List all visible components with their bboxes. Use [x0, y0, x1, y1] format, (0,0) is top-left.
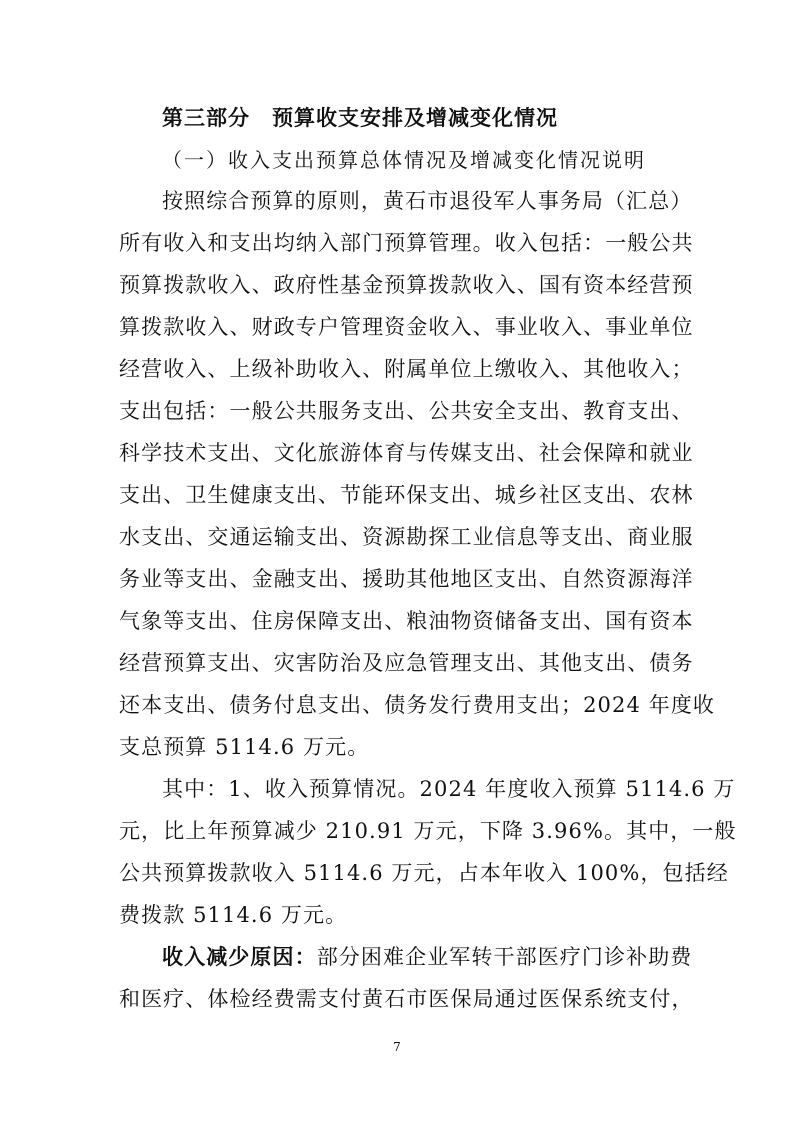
paragraph-line: 水支出、交通运输支出、资源勘探工业信息等支出、商业服	[119, 525, 694, 549]
paragraph-line: 元，比上年预算减少 210.91 万元，下降 3.96%。其中，一般	[119, 819, 737, 843]
paragraph-line: 还本支出、债务付息支出、债务发行费用支出；2024 年度收	[119, 693, 716, 717]
section-heading: 第三部分 预算收支安排及增减变化情况	[162, 106, 558, 130]
paragraph-line: 所有收入和支出均纳入部门预算管理。收入包括：一般公共	[119, 231, 694, 255]
page-number: 7	[393, 1040, 401, 1054]
paragraph-line: 公共预算拨款收入 5114.6 万元，占本年收入 100%，包括经	[119, 861, 729, 885]
sub-heading: （一）收入支出预算总体情况及增减变化情况说明	[162, 148, 646, 172]
paragraph-line: 经营收入、上级补助收入、附属单位上缴收入、其他收入；	[119, 357, 694, 381]
paragraph-line: 其中：1、收入预算情况。2024 年度收入预算 5114.6 万	[162, 777, 736, 801]
paragraph-line: 科学技术支出、文化旅游体育与传媒支出、社会保障和就业	[119, 441, 694, 465]
paragraph-line: 费拨款 5114.6 万元。	[119, 903, 348, 927]
bold-lead: 收入减少原因：	[162, 945, 317, 969]
paragraph-line: 气象等支出、住房保障支出、粮油物资储备支出、国有资本	[119, 609, 694, 633]
paragraph-line: 支出包括：一般公共服务支出、公共安全支出、教育支出、	[119, 399, 694, 423]
paragraph-line: 预算拨款收入、政府性基金预算拨款收入、国有资本经营预	[119, 273, 694, 297]
paragraph-line: 算拨款收入、财政专户管理资金收入、事业收入、事业单位	[119, 315, 694, 339]
paragraph-line: 和医疗、体检经费需支付黄石市医保局通过医保系统支付，	[119, 987, 694, 1011]
paragraph-line	[162, 943, 794, 971]
paragraph-text: 部分困难企业军转干部医疗门诊补助费	[316, 945, 693, 969]
paragraph-line: 经营预算支出、灾害防治及应急管理支出、其他支出、债务	[119, 651, 694, 675]
paragraph-line: 按照综合预算的原则，黄石市退役军人事务局（汇总）	[162, 189, 693, 213]
paragraph-line: 支出、卫生健康支出、节能环保支出、城乡社区支出、农林	[119, 483, 694, 507]
paragraph-line: 务业等支出、金融支出、援助其他地区支出、自然资源海洋	[119, 567, 694, 591]
paragraph-line: 支总预算 5114.6 万元。	[119, 735, 370, 759]
